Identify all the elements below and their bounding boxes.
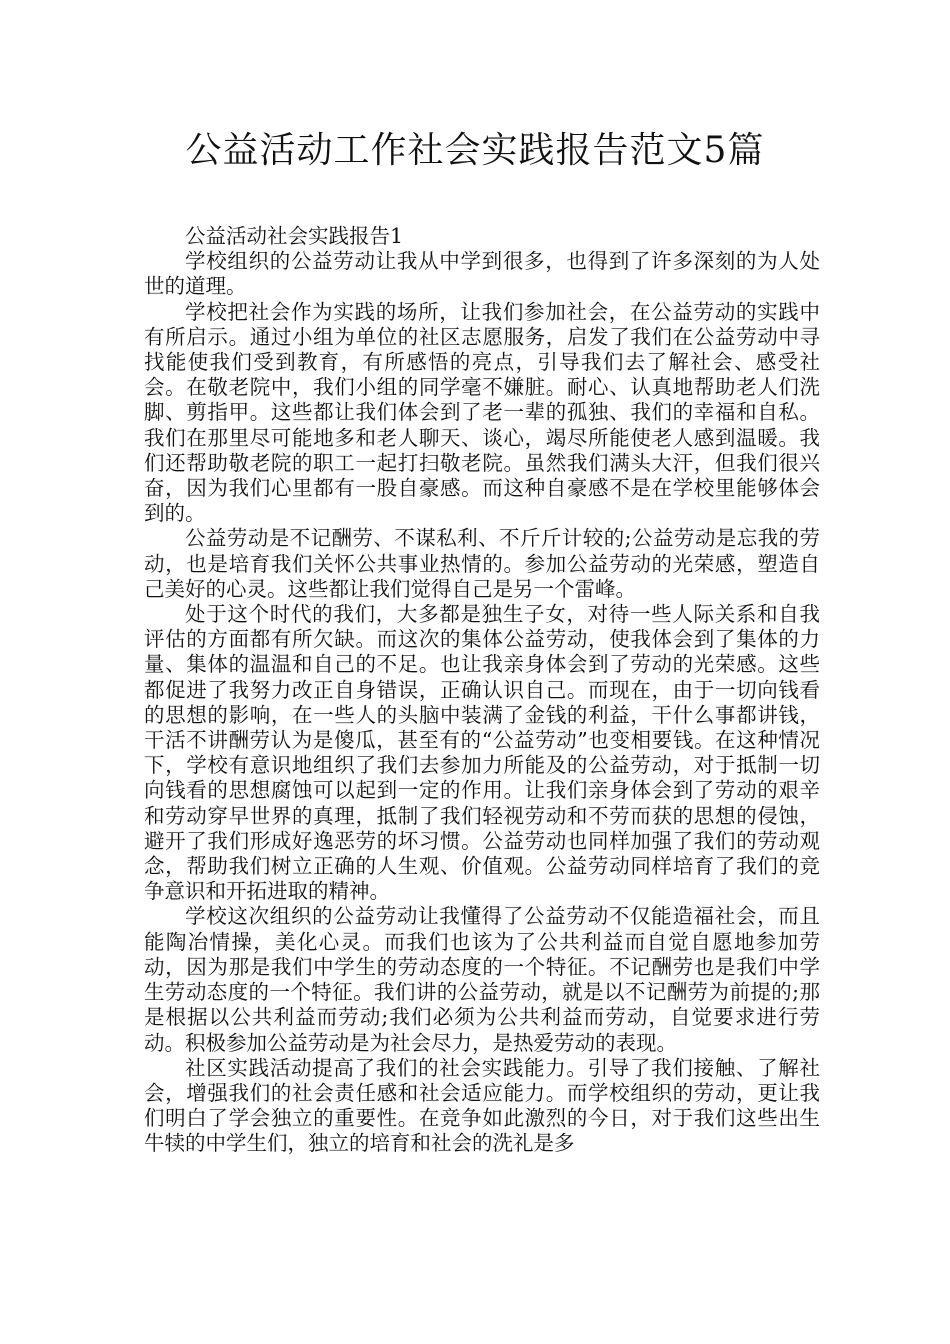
paragraph: 学校这次组织的公益劳动让我懂得了公益劳动不仅能造福社会，而且能陶冶情操，美化心灵。而我们也该为了公共利益而自觉自愿地参加劳动，因为那是我们中学生的劳动态度的一个特征。不记酬劳也是我们中学生劳动态度的一个特征。我们讲的公益劳动，就是以不记酬劳为前提的;那是根据以公共利益而劳动;我们必须为公共利益而劳动，自觉要求进行劳动。积极参加公益劳动是为社会尽力，是热爱劳动的表现。: [144, 904, 820, 1055]
paragraph: 社区实践活动提高了我们的社会实践能力。引导了我们接触、了解社会，增强我们的社会责任感和社会适应能力。而学校组织的劳动，更让我们明白了学会独立的重要性。在竞争如此激烈的今日，对于我们这些出生牛犊的中学生们，独立的培育和社会的洗礼是多: [144, 1055, 820, 1156]
paragraph: 公益劳动是不记酬劳、不谋私利、不斤斤计较的;公益劳动是忘我的劳动，也是培育我们关怀公共事业热情的。参加公益劳动的光荣感，塑造自己美好的心灵。这些都让我们觉得自己是另一个雷峰。: [144, 526, 820, 601]
paragraph: 处于这个时代的我们，大多都是独生子女，对待一些人际关系和自我评估的方面都有所欠缺。而这次的集体公益劳动，使我体会到了集体的力量、集体的温温和自己的不足。也让我亲身体会到了劳动的光荣感。这些都促进了我努力改正自身错误，正确认识自己。而现在，由于一切向钱看的思想的影响，在一些人的头脑中装满了金钱的利益，干什么事都讲钱，干活不讲酬劳认为是傻瓜，甚至有的“公益劳动”也变相要钱。在这种情况下，学校有意识地组织了我们去参加力所能及的公益劳动，对于抵制一切向钱看的思想腐蚀可以起到一定的作用。让我们亲身体会到了劳动的艰辛和劳动穿早世界的真理，抵制了我们轻视劳动和不劳而获的思想的侵蚀，避开了我们形成好逸恶劳的坏习惯。公益劳动也同样加强了我们的劳动观念，帮助我们树立正确的人生观、价值观。公益劳动同样培育了我们的竞争意识和开拓进取的精神。: [144, 602, 820, 904]
paragraph: 学校组织的公益劳动让我从中学到很多，也得到了许多深刻的为人处世的道理。: [144, 249, 820, 299]
document-body: [144, 224, 820, 1157]
document-title: 公益活动工作社会实践报告范文5篇: [185, 130, 765, 171]
section-heading: 公益活动社会实践报告1: [185, 224, 404, 248]
paragraph: 学校把社会作为实践的场所，让我们参加社会，在公益劳动的实践中有所启示。通过小组为单位的社区志愿服务，启发了我们在公益劳动中寻找能使我们受到教育，有所感悟的亮点，引导我们去了解社会、感受社会。在敬老院中，我们小组的同学毫不嫌脏。耐心、认真地帮助老人们洗脚、剪指甲。这些都让我们体会到了老一辈的孤独、我们的幸福和自私。我们在那里尽可能地多和老人聊天、谈心，竭尽所能使老人感到温暖。我们还帮助敬老院的职工一起打扫敬老院。虽然我们满头大汗，但我们很兴奋，因为我们心里都有一股自豪感。而这种自豪感不是在学校里能够体会到的。: [144, 299, 820, 526]
